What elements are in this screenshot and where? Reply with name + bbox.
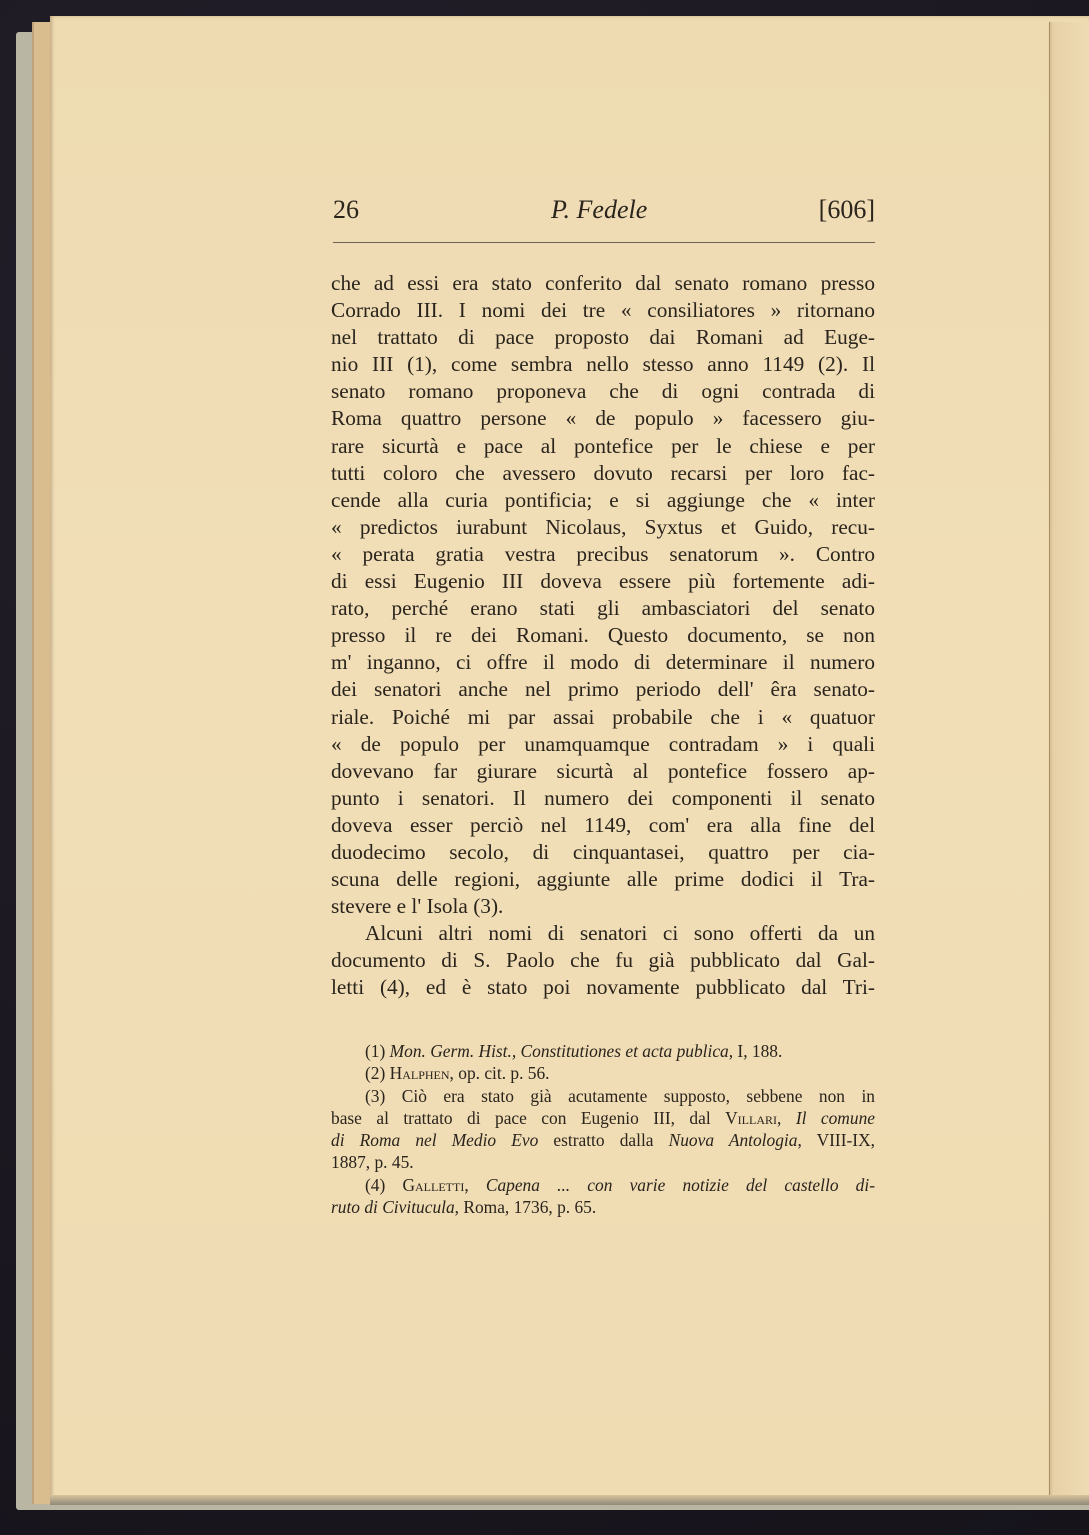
footnote-marker: (4) bbox=[365, 1174, 386, 1195]
body-line: m' inganno, ci offre il modo di determinare il numero bbox=[331, 650, 875, 675]
author-header: P. Fedele bbox=[551, 195, 648, 224]
next-leaf-strip bbox=[1050, 22, 1089, 1500]
body-line: doveva esser perciò nel 1149, com' era alla fine del bbox=[331, 812, 875, 837]
body-line: dei senatori anche nel primo periodo dell' êra senato- bbox=[331, 677, 875, 702]
body-line: cende alla curia pontificia; e si aggiunge che « inter bbox=[331, 487, 875, 512]
body-line: tutti coloro che avessero dovuto recarsi per loro fac- bbox=[331, 460, 875, 485]
footnote-1 bbox=[331, 1040, 875, 1062]
footnote-marker: (2) bbox=[365, 1063, 386, 1084]
body-line: di essi Eugenio III doveva essere più fortemente adi- bbox=[331, 569, 875, 594]
body-line: presso il re dei Romani. Questo documento, se non bbox=[331, 623, 875, 648]
footnote-4 bbox=[331, 1174, 875, 1196]
body-line: Roma quattro persone « de populo » facessero giu- bbox=[331, 406, 875, 431]
body-line: rato, perché erano stati gli ambasciatori del senato bbox=[331, 596, 875, 621]
header-rule bbox=[333, 242, 875, 243]
footnote-title: Capena ... con varie notizie del castello di- bbox=[485, 1174, 875, 1195]
footnote-title: ruto di Civitucula bbox=[331, 1197, 455, 1218]
page-fold-line bbox=[1049, 22, 1050, 1500]
body-text bbox=[331, 270, 875, 1002]
footnote-author: Galletti bbox=[402, 1174, 465, 1195]
footnote-title: di Roma nel Medio Evo bbox=[331, 1130, 539, 1151]
footnote-citation: , I, 188. bbox=[728, 1041, 783, 1061]
footnote-marker: (1) bbox=[365, 1041, 386, 1061]
body-line: « predictos iurabunt Nicolaus, Syxtus et Guido, recu- bbox=[331, 514, 875, 539]
body-line: Corrado III. I nomi dei tre « consiliatores » ritornano bbox=[331, 298, 875, 323]
body-line: rare sicurtà e pace al pontefice per le chiese e per bbox=[331, 433, 875, 458]
paragraph-end-line: stevere e l' Isola (3). bbox=[331, 894, 504, 919]
footnote-title: Mon. Germ. Hist., Constitutiones et acta publica bbox=[389, 1041, 729, 1061]
footnote-author: Halphen bbox=[389, 1063, 450, 1084]
paragraph-start-line: Alcuni altri nomi di senatori ci sono offerti da un bbox=[365, 921, 875, 946]
footnote-text: estratto dalla bbox=[538, 1130, 669, 1151]
body-line: dovevano far giurare sicurtà al pontefice fossero ap- bbox=[331, 758, 875, 783]
original-page-number: [606] bbox=[818, 195, 875, 224]
footnote-4-line bbox=[331, 1196, 875, 1218]
footnote-title: Il comune bbox=[795, 1107, 875, 1128]
body-line: senato romano proponeva che di ogni contrada di bbox=[331, 379, 875, 404]
body-line: nel trattato di pace proposto dai Romani ad Euge- bbox=[331, 325, 875, 350]
body-line: punto i senatori. Il numero dei componenti il senato bbox=[331, 785, 875, 810]
footnote-author: Villari bbox=[725, 1107, 778, 1128]
body-line: nio III (1), come sembra nello stesso anno 1149 (2). Il bbox=[331, 352, 875, 377]
body-line: che ad essi era stato conferito dal senato romano presso bbox=[331, 271, 875, 295]
running-head bbox=[333, 195, 875, 231]
footnotes bbox=[331, 1040, 875, 1218]
footnote-3-line bbox=[331, 1129, 875, 1151]
footnote-citation: , op. cit. p. 56. bbox=[449, 1063, 550, 1084]
footnote-text: base al trattato di pace con Eugenio III, dal bbox=[331, 1107, 711, 1128]
body-line: « perata gratia vestra precibus senatorum ». Contro bbox=[331, 541, 875, 566]
body-line: documento di S. Paolo che fu già pubblicato dal Gal- bbox=[331, 948, 875, 973]
body-line: riale. Poiché mi par assai probabile che i « quatuor bbox=[331, 704, 875, 729]
footnote-sep: , bbox=[464, 1174, 486, 1195]
footnote-marker: (3) bbox=[365, 1085, 386, 1106]
page-number: 26 bbox=[333, 195, 359, 224]
footnote-text: Ciò era stato già acutamente supposto, sebbene non in bbox=[401, 1085, 875, 1106]
body-line: « de populo per unamquamque contradam » i quali bbox=[331, 731, 875, 756]
footnote-citation: , VIII-IX, bbox=[797, 1130, 876, 1151]
body-line: scuna delle regioni, aggiunte alle prime dodici il Tra- bbox=[331, 867, 875, 892]
page-bottom-edge bbox=[50, 1495, 1089, 1505]
footnote-citation: , Roma, 1736, p. 65. bbox=[454, 1197, 597, 1218]
footnote-3-line bbox=[331, 1107, 875, 1129]
footnote-3-line: 1887, p. 45. bbox=[331, 1152, 414, 1173]
footnote-journal: Nuova Antologia bbox=[668, 1130, 798, 1151]
body-line: letti (4), ed è stato poi novamente pubblicato dal Tri- bbox=[331, 975, 875, 1000]
footnote-2 bbox=[331, 1062, 875, 1084]
footnote-sep: , bbox=[777, 1107, 782, 1128]
footnote-3 bbox=[331, 1085, 875, 1107]
body-line: duodecimo secolo, di cinquantasei, quattro per cia- bbox=[331, 839, 875, 864]
